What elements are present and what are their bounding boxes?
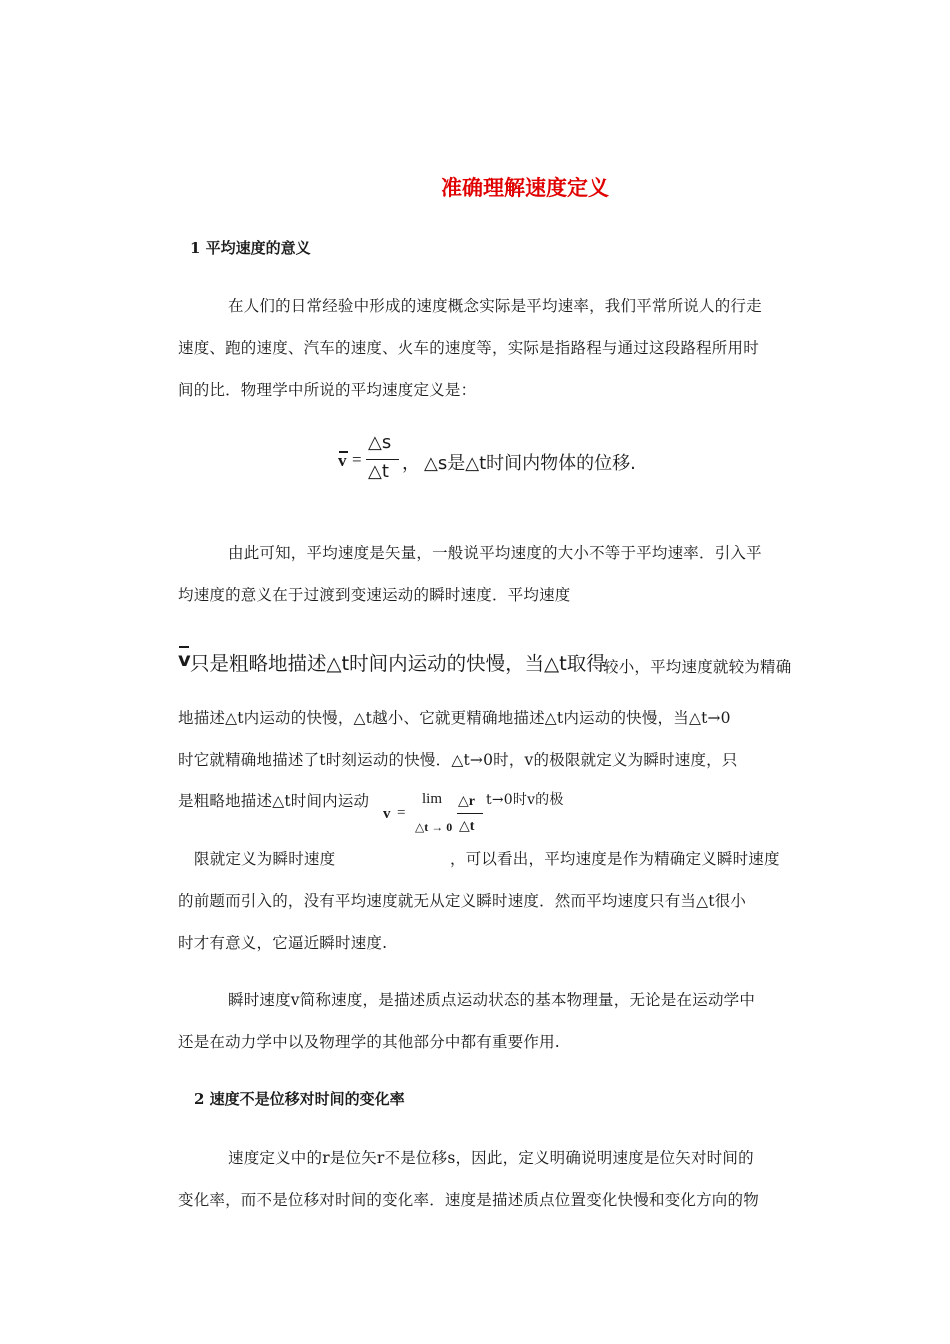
section-heading-1: 1 平均速度的意义 xyxy=(190,239,311,257)
formula-lhs: v xyxy=(338,451,347,470)
formula-comma: ， xyxy=(402,453,420,474)
formula-lhs: v xyxy=(383,806,391,822)
paragraph-line: 时它就精确地描述了t时刻运动的快慢．△t→0时，v的极限就定义为瞬时速度，只 xyxy=(178,751,738,769)
lim-label: lim xyxy=(422,791,443,807)
clipped-line xyxy=(178,789,383,809)
lim-subscript: △t → 0 xyxy=(415,820,453,834)
paragraph-line: 地描述△t内运动的快慢，△t越小、它就更精确地描述△t内运动的快慢，当△t→0 xyxy=(178,709,731,727)
formula-numerator: △r xyxy=(458,794,475,809)
emphasized-text: 只是粗略地描述△t时间内运动的快慢，当△t取得 xyxy=(190,652,606,675)
paragraph-line: 的前题而引入的，没有平均速度就无从定义瞬时速度．然而平均速度只有当△t很小 xyxy=(178,892,747,910)
paragraph-line: 瞬时速度v简称速度，是描述质点运动状态的基本物理量，无论是在运动学中 xyxy=(228,991,756,1009)
paragraph-line: 在人们的日常经验中形成的速度概念实际是平均速率，我们平常所说人的行走 xyxy=(228,297,762,315)
paragraph-line: 速度定义中的r是位矢r不是位移s，因此，定义明确说明速度是位矢对时间的 xyxy=(228,1149,754,1167)
formula-description: △s是△t时间内物体的位移. xyxy=(424,453,636,474)
paragraph-line: 限就定义为瞬时速度 xyxy=(194,850,336,868)
paragraph-line: 间的比．物理学中所说的平均速度定义是： xyxy=(178,381,477,399)
paragraph-line: 由此可知，平均速度是矢量，一般说平均速度的大小不等于平均速率．引入平 xyxy=(228,544,762,562)
formula-denominator: △t xyxy=(459,819,475,834)
paragraph-line: 较小，平均速度就较为精确 xyxy=(603,658,792,676)
formula-numerator: △s xyxy=(368,432,392,453)
formula-equals: = xyxy=(352,450,362,469)
paragraph-line: 速度、跑的速度、汽车的速度、火车的速度等，实际是指路程与通过这段路程所用时 xyxy=(178,339,759,357)
paragraph-line: 时才有意义，它逼近瞬时速度. xyxy=(178,934,388,952)
formula-equals: = xyxy=(397,805,406,821)
paragraph-line: t→0时v的极 xyxy=(486,792,564,808)
paragraph-line: 均速度的意义在于过渡到变速运动的瞬时速度．平均速度 xyxy=(178,586,571,604)
page-title: 准确理解速度定义 xyxy=(441,175,609,200)
paragraph-line: 变化率，而不是位移对时间的变化率．速度是描述质点位置变化快慢和变化方向的物 xyxy=(178,1191,759,1209)
v-symbol: v xyxy=(178,648,191,671)
paragraph-line: 还是在动力学中以及物理学的其他部分中都有重要作用. xyxy=(178,1033,560,1051)
paragraph-line: ，可以看出，平均速度是作为精确定义瞬时速度 xyxy=(450,850,780,868)
formula-denominator: △t xyxy=(368,461,389,482)
section-heading-2: 2 速度不是位移对时间的变化率 xyxy=(194,1090,405,1108)
fraction-bar xyxy=(457,813,483,814)
paragraph-line: 是粗略地描述△t时间内运动 xyxy=(178,792,370,809)
